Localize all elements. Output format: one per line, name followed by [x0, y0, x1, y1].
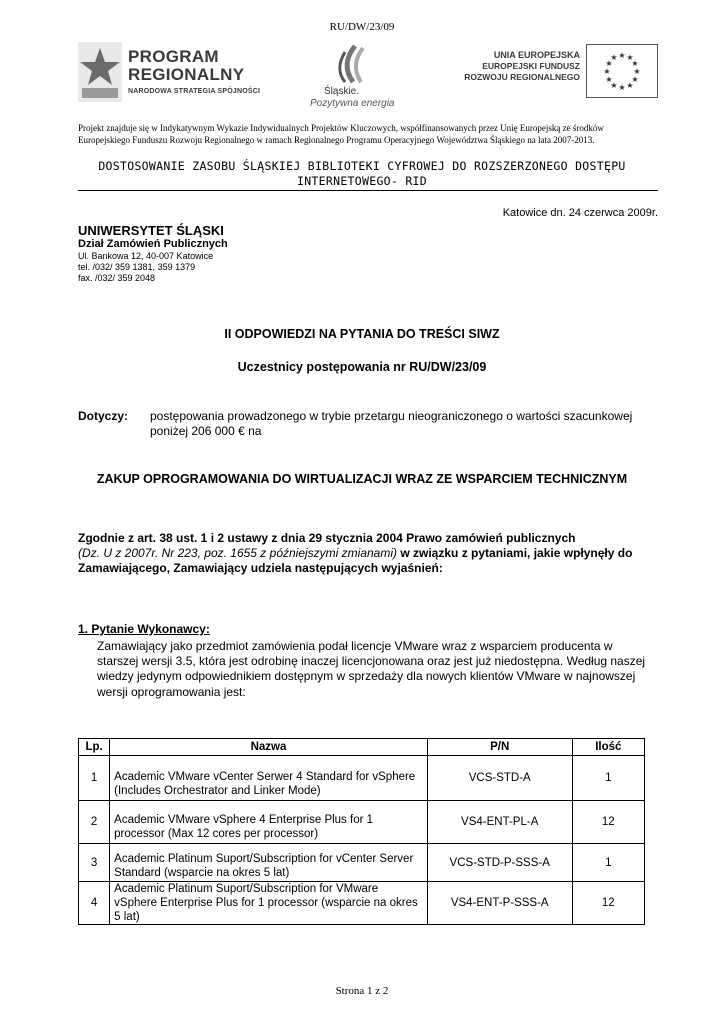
svg-text:★: ★	[618, 83, 626, 92]
dotyczy-text: postępowania prowadzonego w trybie przetargu nieograniczonego o wartości szacunkowej poniżej 206 000 € na	[150, 409, 633, 438]
program-star-icon	[78, 42, 122, 102]
phone: tel. /032/ 359 1381, 359 1379	[78, 262, 196, 272]
svg-text:★: ★	[605, 59, 613, 68]
title-divider	[78, 190, 658, 191]
heading-answers: II ODPOWIEDZI NA PYTANIA DO TREŚCI SIWZ	[224, 327, 500, 341]
question-title: 1. Pytanie Wykonawcy:	[78, 622, 210, 636]
document-id: RU/DW/23/09	[329, 21, 395, 33]
legal-basis: Zgodnie z art. 38 ust. 1 i 2 ustawy z dnia 29 stycznia 2004 Prawo zamówień publicznych (Dz. U z 2007r. Nr 223, poz. 1655 z późniejszymi zmianami) w związku z pytaniami, jakie wpłynęły do Zamawiającego, Zamawiający udziela następujących wyjaśnień:	[78, 531, 633, 575]
dotyczy-label: Dotyczy:	[78, 409, 129, 423]
question-text: Zamawiający jako przedmiot zamówienia podał licencje VMware wraz z wsparciem producenta w starszej wersji 3.5, która jest odrobinę inaczej licencjonowana oraz jest już niedostępna. Według naszej wiedzy jedynym odpowiednikiem dostępnym w sprzedaży dla nowych klientów VMware w najnowszej wersji oprogramowania jest:	[97, 639, 646, 699]
logo-slaskie-name: Śląskie.	[324, 86, 360, 97]
logo-program-title: PROGRAM REGIONALNY	[128, 47, 245, 84]
table-row: 2 Academic VMware vSphere 4 Enterprise Plus for 1 processor (Max 12 cores per processor) VS4-ENT-PL-A 12	[79, 801, 645, 844]
document-date: Katowice dn. 24 czerwca 2009r.	[502, 207, 658, 219]
logo-program-subtitle: NARODOWA STRATEGIA SPÓJNOŚCI	[128, 88, 261, 95]
organization-name: UNIWERSYTET ŚLĄSKI	[78, 223, 224, 238]
svg-text:★: ★	[605, 75, 613, 84]
logo-slaskie-tagline: Pozytywna energia	[310, 98, 395, 109]
fax: fax. /032/ 359 2048	[78, 273, 156, 283]
svg-text:★: ★	[631, 75, 639, 84]
svg-text:★: ★	[631, 59, 639, 68]
table-row: 4 Academic Platinum Suport/Subscription for VMware vSphere Enterprise Plus for 1 processor (wsparcie na okres 5 lat) VS4-ENT-P-SSS-A 12	[79, 882, 645, 925]
heading-participants: Uczestnicy postępowania nr RU/DW/23/09	[237, 360, 487, 374]
svg-text:★: ★	[618, 51, 626, 60]
svg-text:★: ★	[610, 81, 618, 90]
table-row: 1 Academic VMware vCenter Serwer 4 Standard for vSphere (Includes Orchestrator and Linker Mode) VCS-STD-A 1	[79, 756, 645, 801]
project-title: DOSTOSOWANIE ZASOBU ŚLĄSKIEJ BIBLIOTEKI CYFROWEJ DO ROZSZERZONEGO DOSTĘPU INTERNETOWEGO- RID	[98, 159, 626, 188]
col-name: Nazwa	[110, 739, 428, 756]
svg-text:★: ★	[633, 67, 641, 76]
svg-text:★: ★	[610, 53, 618, 62]
col-lp: Lp.	[79, 739, 110, 756]
slaskie-logo	[300, 40, 410, 112]
slaskie-swoosh-icon	[325, 42, 385, 86]
project-note: Projekt znajduje się w Indykatywnym Wykazie Indywidualnych Projektów Kluczowych, współfinansowanych przez Unię Europejską ze środków Europejskiego Funduszu Rozwoju Regionalnego w ramach Regionalnego Programu Operacyjnego Województwa Śląskiego na lata 2007-2013.	[78, 123, 604, 145]
department-name: Dział Zamówień Publicznych	[78, 238, 228, 250]
col-pn: P/N	[427, 739, 572, 756]
address: Ul. Bankowa 12, 40-007 Katowice	[78, 251, 214, 261]
svg-text:★: ★	[626, 53, 634, 62]
page-number: Strona 1 z 2	[335, 985, 389, 997]
license-table	[78, 738, 645, 925]
procurement-subject: ZAKUP OPROGRAMOWANIA DO WIRTUALIZACJI WRAZ ZE WSPARCIEM TECHNICZNYM	[96, 472, 628, 486]
table-row: 3 Academic Platinum Suport/Subscription for vCenter Server Standard (wsparcie na okres 5 lat) VCS-STD-P-SSS-A 1	[79, 844, 645, 882]
svg-text:★: ★	[603, 67, 611, 76]
table-header-row	[79, 739, 645, 756]
eu-fund-logo-text: UNIA EUROPEJSKA EUROPEJSKI FUNDUSZ ROZWOJU REGIONALNEGO	[464, 50, 580, 82]
svg-text:★: ★	[626, 81, 634, 90]
program-regionalny-logo	[78, 40, 278, 110]
eu-flag-icon	[586, 44, 658, 98]
contact-block	[78, 251, 213, 284]
col-qty: Ilość	[572, 739, 644, 756]
